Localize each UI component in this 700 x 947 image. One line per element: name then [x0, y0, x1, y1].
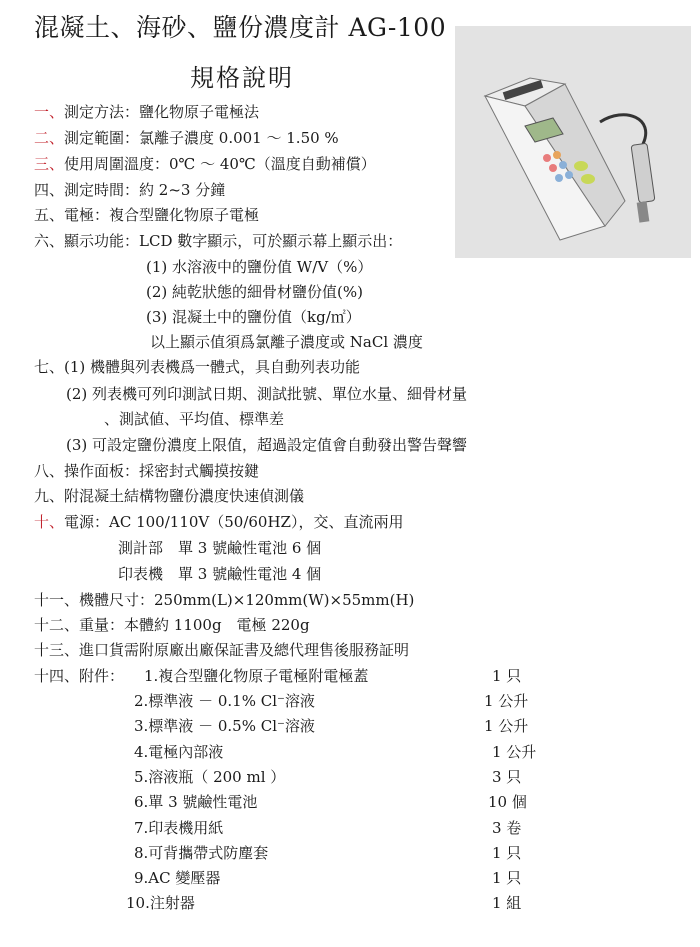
spec-12: 十二、重量：本體約 1100g 電極 220g	[34, 616, 310, 634]
accessory-qty: 1 只	[492, 844, 522, 862]
document-subtitle: 規格說明	[190, 64, 294, 92]
spec-10-sub-2: 印表機 單 3 號鹼性電池 4 個	[118, 565, 322, 583]
accessory-item: 5.溶液瓶（ 200 ml ）	[134, 768, 286, 786]
accessory-item: 2.標準液 － 0.1% Cl⁻溶液	[134, 692, 315, 710]
spec-6-sub-2: (2) 純乾狀態的細骨材鹽份值(%)	[146, 283, 363, 301]
accessory-qty: 1 只	[492, 869, 522, 887]
spec-6-note: 以上顯示值須爲氯離子濃度或 NaCl 濃度	[150, 333, 423, 351]
accessory-qty: 1 只	[492, 667, 522, 685]
accessory-item: 1.複合型鹽化物原子電極附電極蓋	[144, 667, 369, 685]
spec-8: 八、操作面板：採密封式觸摸按鍵	[34, 462, 260, 480]
spec-1: 一、測定方法：鹽化物原子電極法	[34, 103, 260, 121]
spec-7: 七、(1) 機體與列表機爲一體式，具自動列表功能	[34, 358, 361, 376]
accessory-qty: 10 個	[488, 793, 527, 811]
spec-10-sub-1: 測計部 單 3 號鹼性電池 6 個	[118, 539, 322, 557]
accessory-qty: 1 公升	[484, 692, 529, 710]
spec-6: 六、顯示功能：LCD 數字顯示，可於顯示幕上顯示出：	[34, 232, 403, 250]
accessory-item: 9.AC 變壓器	[134, 869, 221, 887]
accessory-item: 8.可背攜帶式防塵套	[134, 844, 269, 862]
accessory-qty: 1 組	[492, 894, 522, 912]
spec-6-sub-1: (1) 水溶液中的鹽份值 W/V（%）	[146, 258, 373, 276]
accessory-item: 10.注射器	[126, 894, 195, 912]
document-title: 混凝土、海砂、鹽份濃度計 AG-100	[34, 13, 447, 42]
accessory-item: 4.電極內部液	[134, 743, 224, 761]
spec-14: 十四、附件：	[34, 667, 125, 685]
spec-2: 二、測定範圍：氯離子濃度 0.001 ～ 1.50 %	[34, 129, 339, 147]
spec-6-sub-3: (3) 混凝土中的鹽份值（kg/㎡）	[146, 308, 361, 326]
spec-11: 十一、機體尺寸：250mm(L)×120mm(W)×55mm(H)	[34, 591, 415, 609]
spec-4: 四、測定時間：約 2~3 分鐘	[34, 181, 226, 199]
spec-7-sub-2a: (2) 列表機可列印測試日期、測試批號、單位水量、細骨材量	[66, 385, 468, 403]
spec-10: 十、電源：AC 100/110V（50/60HZ），交、直流兩用	[34, 513, 404, 531]
accessory-item: 3.標準液 － 0.5% Cl⁻溶液	[134, 717, 315, 735]
spec-13: 十三、進口貨需附原廠出廠保証書及總代理售後服務証明	[34, 641, 410, 659]
accessory-qty: 3 只	[492, 768, 522, 786]
accessory-item: 7.印表機用紙	[134, 819, 224, 837]
spec-7-sub-3: (3) 可設定鹽份濃度上限值，超過設定值會自動發出警告聲響	[66, 436, 468, 454]
spec-9: 九、附混凝土結構物鹽份濃度快速偵測儀	[34, 487, 305, 505]
accessory-qty: 1 公升	[484, 717, 529, 735]
spec-7-sub-2b: 、測試値、平均值、標準差	[104, 410, 285, 428]
accessory-qty: 3 卷	[492, 819, 522, 837]
product-photo	[455, 26, 691, 258]
spec-3: 三、使用周圍溫度：0℃ ～ 40℃（溫度自動補償）	[34, 155, 376, 173]
accessory-item: 6.單 3 號鹼性電池	[134, 793, 258, 811]
accessory-qty: 1 公升	[492, 743, 537, 761]
spec-5: 五、電極：複合型鹽化物原子電極	[34, 206, 260, 224]
